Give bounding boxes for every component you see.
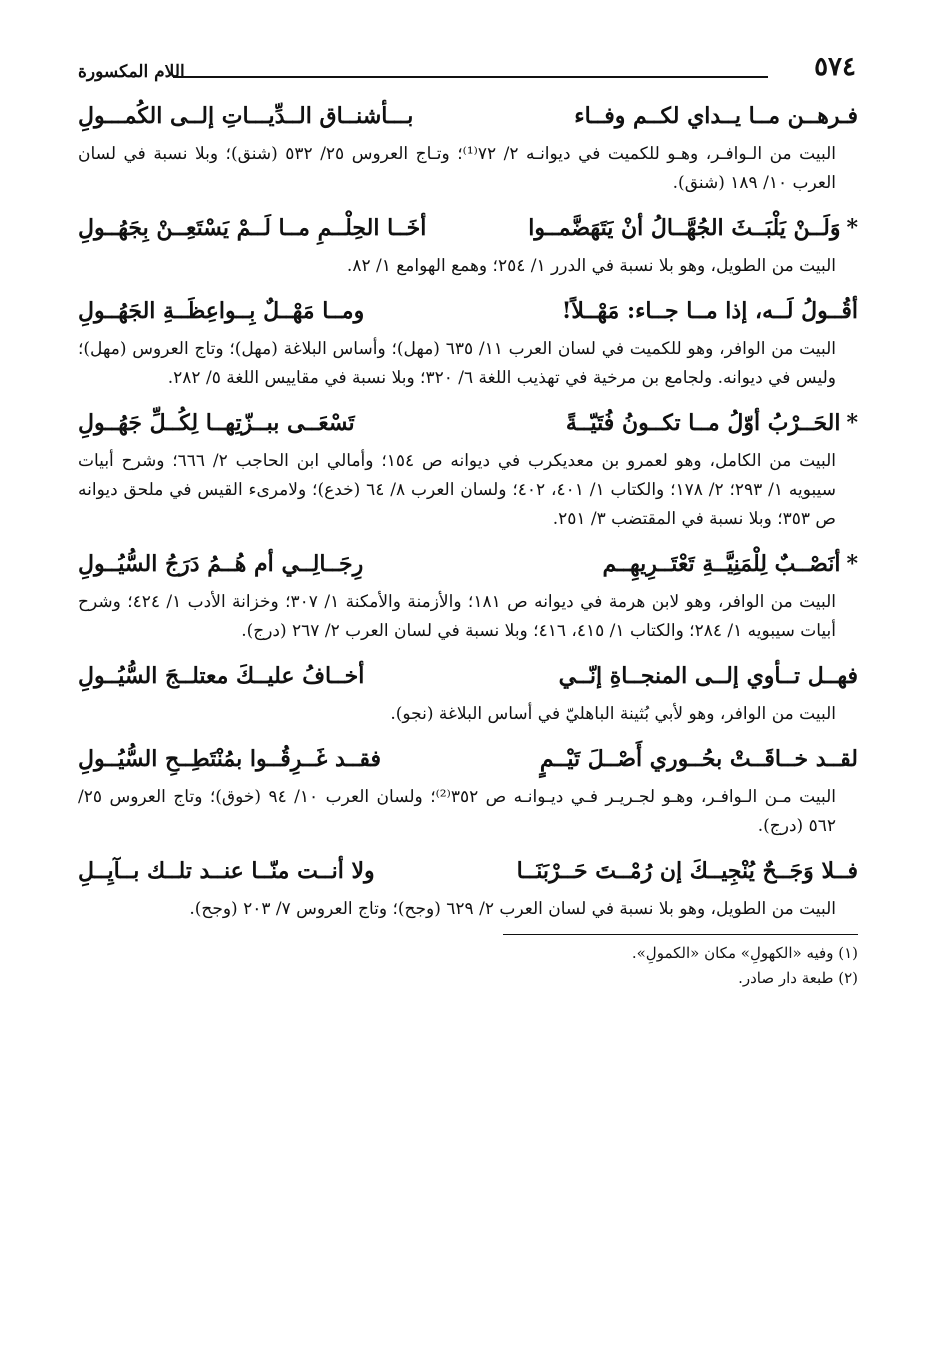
verse-commentary: البيت من الطويل، وهو بلا نسبة في الدرر ١/ ٢٥٤؛ وهمع الهوامع ١/ ٨٢. bbox=[346, 256, 836, 276]
star-marker: * bbox=[846, 215, 858, 241]
verse-commentary: البيت من الطويل، وهو بلا نسبة في لسان العرب ٢/ ٦٢٩ (وجح)؛ وتاج العروس ٧/ ٢٠٣ (وجح). bbox=[189, 899, 836, 919]
verse-entry bbox=[78, 540, 858, 646]
verse-line bbox=[78, 652, 858, 700]
footnotes bbox=[78, 934, 858, 991]
verse-line bbox=[78, 735, 858, 783]
verse-commentary: البيت من الوافر، وهو لأبي بُثينة الباهليّ في أساس البلاغة (نجو). bbox=[390, 704, 836, 724]
footnote-1: (١) وفيه «الكهولِ» مكان «الكمولِ». bbox=[631, 944, 858, 962]
page bbox=[78, 48, 858, 991]
page-number: ٥٧٤ bbox=[814, 52, 856, 82]
verse-second-hemistich: رِجَــالِــي أم هُــمُ دَرَجُ السُّيُــولِ bbox=[78, 551, 364, 577]
verse-entry bbox=[78, 847, 858, 924]
star-marker: * bbox=[846, 551, 858, 577]
verse-first-hemistich bbox=[528, 204, 858, 252]
hemistich-text: لقــد خــاقَــتْ بحُــوري أَصْــلَ تَيْــمٍ bbox=[539, 746, 858, 772]
entries-list bbox=[78, 92, 858, 924]
hemistich-text: أنَصْــبٌ لِلْمَنِيَّــةِ تَعْتَــرِيهِــم bbox=[602, 551, 841, 577]
verse-second-hemistich: فقــد غَــرِقُــوا بمُنْتَطِــحِ السُّيُــولِ bbox=[78, 746, 382, 772]
verse-entry bbox=[78, 399, 858, 534]
hemistich-text: فهــل تــأوي إلــى المنجــاةِ إنّــي bbox=[558, 663, 858, 689]
verse-commentary: البيت مـن الـوافـر، وهـو لجـريـر فـي ديـوانـه ص ٣٥٢⁽²⁾؛ ولسان العرب ١٠/ ٩٤ (خوق)؛ وتاج العروس ٢٥/ ٥٦٢ (درج). bbox=[78, 787, 836, 836]
verse-entry bbox=[78, 652, 858, 729]
verse-line bbox=[78, 847, 858, 895]
verse-line bbox=[78, 92, 858, 140]
verse-commentary: البيت من الوافر، وهو لابن هرمة في ديوانه ص ١٨١؛ والأزمنة والأمكنة ١/ ٣٠٧؛ وخزانة الأدب ١/ ٤٢٤؛ وشرح أبيات سيبويه ١/ ٢٨٤؛ والكتاب ١/ ٤١٥، ٤١٦؛ وبلا نسبة في لسان العرب ٢/ ٢٦٧ (درج). bbox=[78, 592, 836, 641]
verse-first-hemistich bbox=[559, 652, 858, 700]
footnote-rule bbox=[503, 934, 858, 935]
verse-entry bbox=[78, 204, 858, 281]
verse-line bbox=[78, 204, 858, 252]
footnote-2: (٢) طبعة دار صادر. bbox=[738, 969, 858, 987]
hemistich-text: الحَــرْبُ أوّلُ مــا تكــونُ فُتَيّــةً bbox=[565, 410, 841, 436]
verse-second-hemistich: بـــأشنــاق الــدِّيـــاتِ إلــى الكُمـــولِ bbox=[78, 103, 414, 129]
header-rule bbox=[173, 76, 768, 78]
verse-second-hemistich: أخــافُ عليــكَ معتلــجَ السُّيُــولِ bbox=[78, 663, 365, 689]
hemistich-text: وَلَــنْ يَلْبَــثَ الجُهَّــالُ أنْ يَتَهَضَّمــوا bbox=[528, 215, 841, 241]
verse-line bbox=[78, 287, 858, 335]
verse-commentary: البيت من الـوافـر، وهـو للكميت في ديوانـه ٢/ ٧٢⁽¹⁾؛ وتـاج العروس ٢٥/ ٥٣٢ (شنق)؛ وبلا نسبة في لسان العرب ١٠/ ١٨٩ (شنق). bbox=[78, 144, 836, 193]
hemistich-text: أقُــولُ لَــه، إذا مــا جــاء: مَهْــلاً! bbox=[561, 298, 858, 324]
verse-line bbox=[78, 540, 858, 588]
verse-first-hemistich bbox=[566, 399, 858, 447]
verse-entry bbox=[78, 92, 858, 198]
verse-first-hemistich bbox=[540, 735, 858, 783]
running-header bbox=[78, 48, 858, 92]
verse-first-hemistich bbox=[574, 92, 858, 140]
verse-line bbox=[78, 399, 858, 447]
hemistich-text: فــلا وَجَــحٌ يُنْجِيــكَ إن رُمْــتَ حَــرْبَنَــا bbox=[516, 858, 858, 884]
verse-entry bbox=[78, 287, 858, 393]
verse-first-hemistich bbox=[562, 287, 858, 335]
verse-second-hemistich: تَسْعَــى ببــزّتِهــا لِكُــلِّ جَهُــولِ bbox=[78, 410, 355, 436]
verse-commentary: البيت من الوافر، وهو للكميت في لسان العرب ١١/ ٦٣٥ (مهل)؛ وأساس البلاغة (مهل)؛ وتاج العروس (مهل)؛ وليس في ديوانه. ولجامع بن مرخية في تهذيب اللغة ٦/ ٣٢٠؛ وبلا نسبة في مقاييس اللغة ٥/ ٢٨٢. bbox=[78, 339, 836, 388]
chapter-title: اللام المكسورة bbox=[78, 62, 185, 82]
verse-second-hemistich: ومــا مَهْــلٌ بِــواعِظَــةِ الجَهُــولِ bbox=[78, 298, 365, 324]
verse-second-hemistich: ولا أنــت منّــا عنــد تلــك بــآيِــلِ bbox=[78, 858, 375, 884]
verse-first-hemistich bbox=[517, 847, 858, 895]
star-marker: * bbox=[846, 410, 858, 436]
verse-second-hemistich: أخَــا الحِلْــمِ مــا لَــمْ يَسْتَعِــنْ بِجَهُــولِ bbox=[78, 215, 427, 241]
verse-entry bbox=[78, 735, 858, 841]
verse-commentary: البيت من الكامل، وهو لعمرو بن معديكرب في ديوانه ص ١٥٤؛ وأمالي ابن الحاجب ٢/ ٦٦٦؛ وشرح أبيات سيبويه ١/ ٢٩٣؛ ٢/ ١٧٨؛ والكتاب ١/ ٤٠١، ٤٠٢؛ ولسان العرب ٨/ ٦٤ (خدع)؛ ولامرىء القيس في ملحق ديوانه ص ٣٥٣؛ وبلا نسبة في المقتضب ٣/ ٢٥١. bbox=[78, 451, 836, 529]
verse-first-hemistich bbox=[602, 540, 858, 588]
hemistich-text: فـرهــن مــا يــداي لكــم وفــاء bbox=[574, 103, 858, 129]
